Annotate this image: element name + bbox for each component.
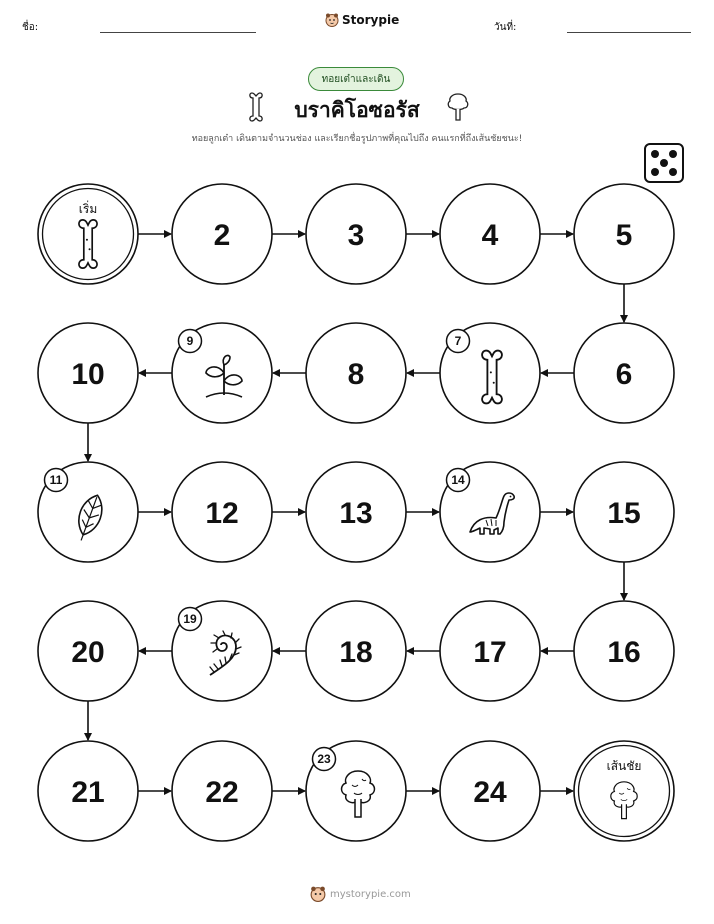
board-space xyxy=(306,462,406,562)
space-number: 5 xyxy=(615,219,633,252)
space-number: 3 xyxy=(347,219,365,252)
space-number: 21 xyxy=(71,776,105,809)
start-space xyxy=(38,184,138,284)
board-space xyxy=(306,741,406,841)
board-space xyxy=(172,462,272,562)
brand-name: Storypie xyxy=(342,13,400,27)
space-number: 23 xyxy=(317,752,331,766)
space-number: 12 xyxy=(205,497,239,530)
space-number-badge xyxy=(447,469,470,492)
space-number: 13 xyxy=(339,497,373,530)
footer-site: mystorypie.com xyxy=(330,888,411,900)
board-space xyxy=(38,601,138,701)
space-number: 17 xyxy=(473,636,507,669)
board-space xyxy=(440,323,540,423)
space-number: 20 xyxy=(71,636,105,669)
space-number: 7 xyxy=(454,334,462,348)
space-number: 15 xyxy=(607,497,641,530)
board-space xyxy=(172,741,272,841)
space-number: 8 xyxy=(347,358,365,391)
space-number-badge xyxy=(313,748,336,771)
space-number: 16 xyxy=(607,636,641,669)
space-number: 10 xyxy=(71,358,105,391)
board-space xyxy=(172,601,272,701)
space-number: 2 xyxy=(213,219,231,252)
space-number: 6 xyxy=(615,358,633,391)
instructions: ทอยลูกเต๋า เดินตามจำนวนช่อง และเรียกชื่อรูปภาพที่คุณไปถึง คนแรกที่ถึงเส้นชัยชนะ! xyxy=(191,134,523,144)
board-space xyxy=(172,323,272,423)
board-space xyxy=(38,741,138,841)
activity-tag: ทอยเต๋าและเดิน xyxy=(308,67,404,91)
footer xyxy=(310,886,411,902)
space-number: 18 xyxy=(339,636,373,669)
date-label: วันที่: xyxy=(494,22,517,33)
board-space xyxy=(306,601,406,701)
board-space xyxy=(440,741,540,841)
page-title: บราคิโอซอรัส xyxy=(294,98,420,122)
board-space xyxy=(306,323,406,423)
space-number: 14 xyxy=(451,473,465,487)
board-space xyxy=(172,184,272,284)
space-number-badge xyxy=(179,608,202,631)
board-space xyxy=(440,601,540,701)
space-number: 24 xyxy=(473,776,507,809)
finish-space xyxy=(574,741,674,841)
board-space xyxy=(440,184,540,284)
space-number-badge xyxy=(447,330,470,353)
board-space xyxy=(38,462,138,562)
board-space xyxy=(574,462,674,562)
space-number-badge xyxy=(179,330,202,353)
board-space xyxy=(574,323,674,423)
board-space xyxy=(440,462,540,562)
board-space xyxy=(38,323,138,423)
board-space xyxy=(574,184,674,284)
space-number: 11 xyxy=(49,473,63,487)
finish-label: เส้นชัย xyxy=(606,759,642,773)
board-space xyxy=(574,601,674,701)
space-number: 9 xyxy=(186,334,194,348)
start-label: เริ่ม xyxy=(78,202,98,216)
space-number: 22 xyxy=(205,776,239,809)
board-space xyxy=(306,184,406,284)
space-number-badge xyxy=(45,469,68,492)
name-label: ชื่อ: xyxy=(22,22,39,33)
space-number: 4 xyxy=(481,219,499,252)
storypie-footer-mascot-icon xyxy=(310,886,326,902)
space-number: 19 xyxy=(183,612,197,626)
